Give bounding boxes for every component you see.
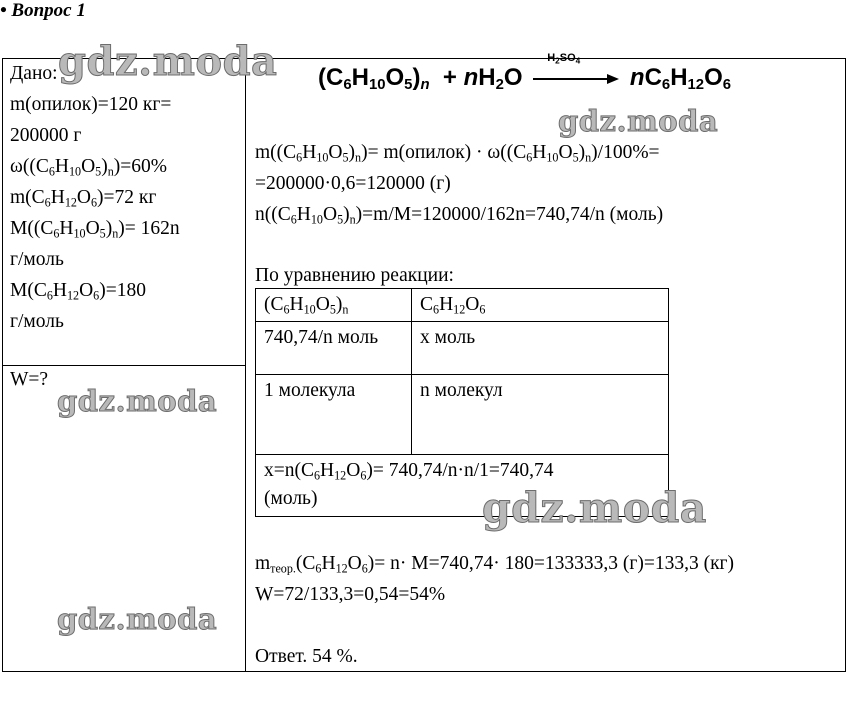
ratio-cell: n молекул: [412, 375, 669, 455]
arrow-icon: [533, 73, 619, 85]
reaction-label: По уравнению реакции:: [255, 265, 454, 286]
ratio-cell: 1 молекула: [256, 375, 412, 455]
text-line: $n((C_6H_{10}O_5)_n)=m/M=120000/162n=740,74/n$ (моль): [255, 204, 664, 227]
reaction-equation: [318, 51, 732, 94]
find-block: W=?: [10, 369, 49, 390]
equation-reactants: $(C_6H_{10}O_5)_n + nH_2O$: [318, 64, 523, 94]
text-line: 200000 г: [10, 125, 82, 146]
text-line: Ответ. 54 %.: [255, 646, 358, 667]
text-line: =200000·0,6=120000 (г): [255, 173, 451, 194]
equation-products: $nC_6H_{12}O_6$: [629, 64, 732, 94]
given-block: [10, 58, 180, 337]
text-line: m(опилок)=120 кг=: [10, 94, 172, 115]
text-line: г/моль: [10, 249, 64, 270]
watermark: gdz.moda: [558, 104, 719, 138]
watermark: gdz.moda: [57, 384, 218, 418]
text-line: $m(C_6H_{12}O_6)=72$ кг: [10, 187, 157, 210]
ratio-result: $x=n(C_6H_{12}O_6)= 740,74/n\cdot n/1=740,74$ (моль): [256, 455, 669, 517]
text-line: [255, 610, 734, 641]
text-line: $m((C_6H_{10}O_5)_n)=$ m(опилок) · $\omega((C_6H_{10}O_5)_n)/100\%=$: [255, 142, 660, 165]
ratio-cell: x моль: [412, 322, 669, 375]
text-line: Дано:: [10, 63, 58, 84]
ratio-header-cell: $(C_6H_{10}O_5)_n$: [256, 289, 412, 322]
final-calculation: [255, 548, 734, 672]
catalyst-label: $H_2SO_4$: [547, 51, 581, 65]
watermark: gdz.moda: [57, 602, 218, 636]
mass-calculation: [255, 137, 663, 230]
ratio-table: [255, 288, 669, 517]
reaction-arrow: [533, 51, 619, 91]
text-line: $M((C_6H_{10}O_5)_n)= 162n$: [10, 218, 180, 241]
text-line: г/моль: [10, 311, 64, 332]
watermark: gdz.moda: [58, 38, 278, 85]
text-line: $M(C_6H_{12}O_6)=180$: [10, 280, 146, 303]
text-line: W=72/133,3=0,54=54%: [255, 584, 446, 605]
question-heading: • Вопрос 1: [0, 0, 86, 21]
ratio-cell: 740,74/n моль: [256, 322, 412, 375]
ratio-header-cell: $C_6H_{12}O_6$: [412, 289, 669, 322]
text-line: $\omega((C_6H_{10}O_5)_n)=60\%$: [10, 156, 167, 179]
text-line: $m_{теор.}(C_6H_{12}O_6)= n\cdot M=740,74\cdot 180=133333,3$ (г)=133,3 (кг): [255, 553, 735, 576]
watermark: gdz.moda: [482, 484, 707, 532]
